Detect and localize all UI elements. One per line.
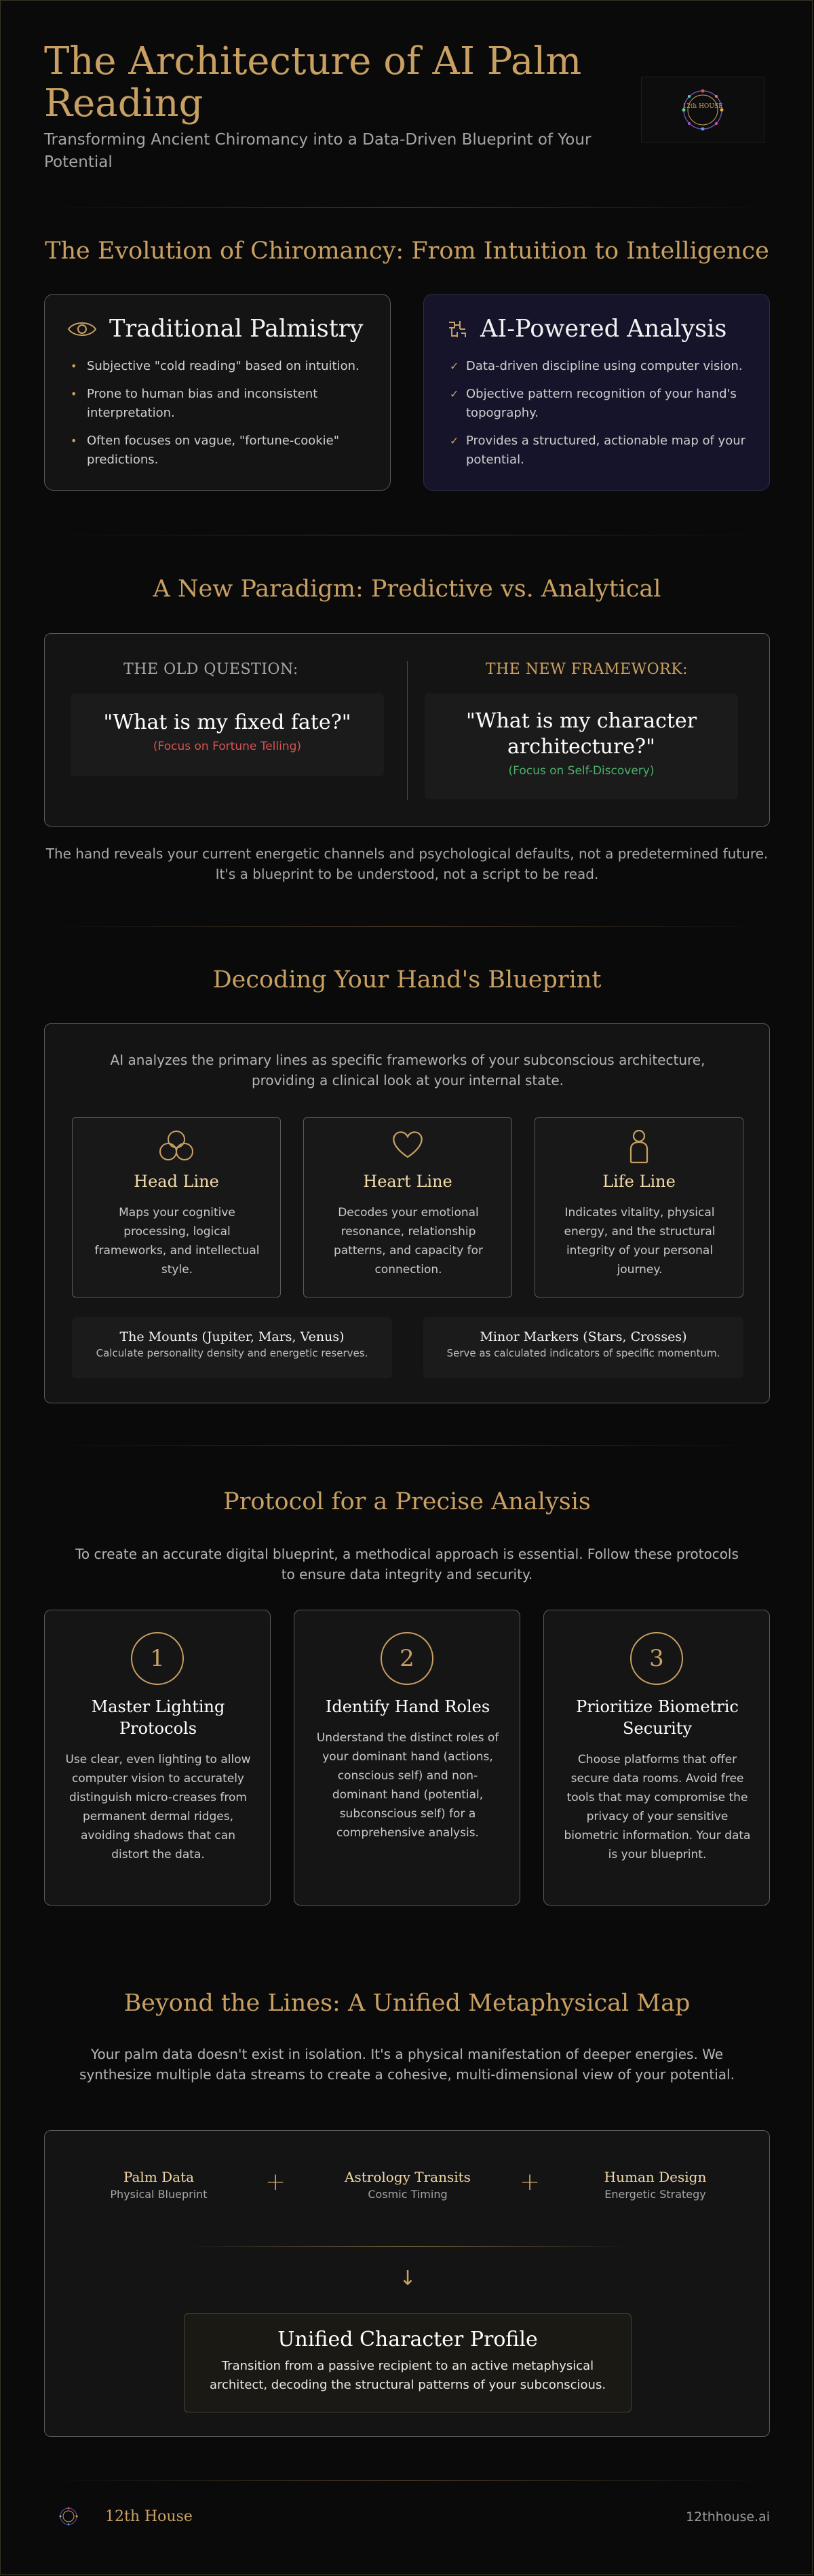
mounts-title: The Mounts (Jupiter, Mars, Venus) xyxy=(119,1329,345,1344)
old-question-label: THE OLD QUESTION: xyxy=(123,661,298,678)
ai-list xyxy=(450,357,762,478)
plus-icon: + xyxy=(520,2168,541,2196)
page-subtitle: Transforming Ancient Chiromancy into a Data-Driven Blueprint of Your Potential xyxy=(44,131,592,171)
circuit-icon xyxy=(446,318,468,340)
stream-title: Astrology Transits xyxy=(345,2169,471,2185)
list-item: ✓ Objective pattern recognition of your hand's topography. xyxy=(450,387,737,420)
decoding-section-title: Decoding Your Hand's Blueprint xyxy=(212,966,602,993)
protocol-section-title: Protocol for a Precise Analysis xyxy=(223,1488,591,1515)
arrow-down-icon: ↓ xyxy=(399,2267,416,2290)
metaphysical-map-card xyxy=(44,2130,770,2437)
footer-url-link[interactable]: 12thhouse.ai xyxy=(686,2509,770,2524)
step-title: Identify Hand Roles xyxy=(325,1697,490,1716)
traditional-heading: Traditional Palmistry xyxy=(109,315,364,343)
life-line-title: Life Line xyxy=(602,1172,676,1191)
heart-icon xyxy=(391,1129,425,1160)
unified-desc: Transition from a passive recipient to an active metaphysical architect, decoding the structural patterns of your subconscious. xyxy=(209,2359,606,2392)
footer-logo-icon xyxy=(58,2505,79,2527)
stream-desc: Cosmic Timing xyxy=(368,2188,448,2201)
life-line-desc: Indicates vitality, physical energy, and the structural integrity of your personal journey. xyxy=(564,1206,716,1276)
mounts-panel xyxy=(72,1317,392,1378)
list-item: • Prone to human bias and inconsistent interpretation. xyxy=(71,387,318,420)
decoding-intro: AI analyzes the primary lines as specific frameworks of your subconscious architecture, providing a clinical look at your internal state. xyxy=(110,1052,705,1088)
stream-human-design xyxy=(574,2169,737,2201)
new-framework-label: THE NEW FRAMEWORK: xyxy=(485,661,689,678)
logo-text: 12th HOUSE xyxy=(682,103,723,110)
paradigm-card xyxy=(44,633,770,827)
minor-markers-title: Minor Markers (Stars, Crosses) xyxy=(480,1329,687,1344)
evolution-section-title: The Evolution of Chiromancy: From Intuition to Intelligence xyxy=(45,238,769,265)
brain-icon xyxy=(157,1129,195,1162)
eye-icon xyxy=(67,319,97,339)
blueprint-card xyxy=(44,1023,770,1403)
section-divider xyxy=(44,2480,770,2481)
protocol-step-2 xyxy=(294,1610,520,1906)
old-question: "What is my fixed fate?" xyxy=(103,711,351,734)
page-title: The Architecture of AI Palm Reading xyxy=(44,39,582,126)
traditional-palmistry-card xyxy=(44,294,391,491)
stream-title: Palm Data xyxy=(123,2169,195,2185)
paradigm-caption: The hand reveals your current energetic channels and psychological defaults, not a predetermined future. It's a blueprint to be understood, not a script to be read. xyxy=(45,846,769,882)
ai-analysis-card xyxy=(423,294,770,491)
footer-brand: 12th House xyxy=(105,2508,193,2525)
old-question-box xyxy=(71,694,384,776)
unified-profile-box xyxy=(184,2313,632,2412)
step-title: Prioritize Biometric Security xyxy=(576,1697,739,1738)
list-item: ✓ Data-driven discipline using computer vision. xyxy=(450,359,743,373)
list-item: ✓ Provides a structured, actionable map of your potential. xyxy=(450,434,746,467)
list-item: • Subjective "cold reading" based on intuition. xyxy=(71,359,360,373)
plus-icon: + xyxy=(265,2168,286,2196)
new-framework-box xyxy=(425,694,738,799)
head-line-card xyxy=(72,1117,281,1298)
paradigm-section-title: A New Paradigm: Predictive vs. Analytical xyxy=(153,575,661,603)
life-line-card xyxy=(535,1117,743,1298)
protocol-intro: To create an accurate digital blueprint, a methodical approach is essential. Follow these protocols to ensure data integrity and security. xyxy=(75,1546,739,1583)
heart-line-desc: Decodes your emotional resonance, relationship patterns, and capacity for connection. xyxy=(333,1206,484,1276)
ai-heading: AI-Powered Analysis xyxy=(480,315,727,343)
stream-desc: Energetic Strategy xyxy=(604,2188,706,2201)
section-divider xyxy=(44,926,770,927)
mounts-desc: Calculate personality density and energetic reserves. xyxy=(96,1347,368,1359)
step-number: 1 xyxy=(131,1632,184,1685)
step-desc: Understand the distinct roles of your dominant hand (actions, conscious self) and non-dominant hand (potential, subconscious self) for a comprehensive analysis. xyxy=(316,1731,499,1840)
minor-markers-panel xyxy=(423,1317,743,1378)
new-question-note: (Focus on Self-Discovery) xyxy=(508,764,655,778)
step-title: Master Lighting Protocols xyxy=(91,1697,225,1738)
section-divider xyxy=(44,207,770,208)
protocol-steps xyxy=(44,1610,770,1906)
step-number: 2 xyxy=(381,1632,433,1685)
synthesis-line xyxy=(184,2246,632,2247)
minor-markers-desc: Serve as calculated indicators of specific momentum. xyxy=(446,1347,720,1359)
section-divider xyxy=(44,1445,770,1446)
heart-line-card xyxy=(303,1117,512,1298)
old-question-note: (Focus on Fortune Telling) xyxy=(153,740,302,753)
head-line-desc: Maps your cognitive processing, logical frameworks, and intellectual style. xyxy=(94,1206,260,1276)
step-desc: Choose platforms that offer secure data rooms. Avoid free tools that may compromise the privacy of your sensitive biometric information. Your data is your blueprint. xyxy=(564,1753,751,1861)
beyond-intro: Your palm data doesn't exist in isolation. It's a physical manifestation of deeper energies. We synthesize multiple data streams to create a cohesive, multi-dimensional view of your potential. xyxy=(79,2046,735,2083)
stream-desc: Physical Blueprint xyxy=(110,2188,208,2201)
stream-astrology xyxy=(326,2169,489,2201)
list-item: • Often focuses on vague, "fortune-cookie" predictions. xyxy=(71,434,340,467)
person-icon xyxy=(625,1129,653,1164)
new-question: "What is my character architecture?" xyxy=(465,709,697,759)
protocol-step-3 xyxy=(543,1610,770,1906)
beyond-section-title: Beyond the Lines: A Unified Metaphysical Map xyxy=(123,1990,691,2017)
heart-line-title: Heart Line xyxy=(363,1172,452,1191)
brand-logo xyxy=(641,77,764,143)
step-number: 3 xyxy=(630,1632,683,1685)
protocol-step-1 xyxy=(44,1610,271,1906)
step-desc: Use clear, even lighting to allow computer vision to accurately distinguish micro-creases from permanent dermal ridges, avoiding shadows that can distort the data. xyxy=(65,1753,251,1861)
head-line-title: Head Line xyxy=(134,1172,219,1191)
stream-title: Human Design xyxy=(604,2169,707,2185)
traditional-list xyxy=(71,357,383,478)
unified-title: Unified Character Profile xyxy=(277,2328,538,2351)
stream-palm-data xyxy=(77,2169,240,2201)
